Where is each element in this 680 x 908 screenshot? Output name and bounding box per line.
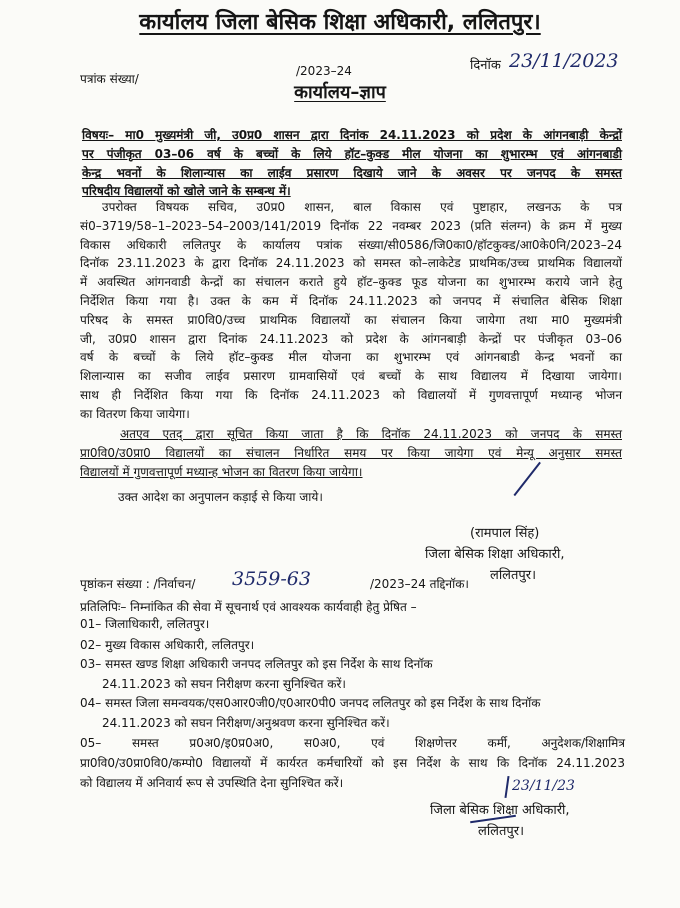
body-line: निर्देशित किया गया है। उक्त के कम में दिनॉक 24.11.2023 को जनपद में संचालित बेसिक शिक्षा xyxy=(80,293,622,308)
body-line: वर्ष के बच्चों के लिये हॉट–कुक्ड मील योजना का शुभारम्भ एवं आंगनबाडी केन्द्र भवनों का xyxy=(80,350,622,365)
copy-item-text: 03– समस्त खण्ड शिक्षा अधिकारी जनपद ललितपुर को इस निर्देश के साथ दिनॉक xyxy=(80,657,433,671)
final-signatory-designation: जिला बेसिक शिक्षा अधिकारी, xyxy=(430,803,570,818)
subject-line: पर पंजीकृत 03–06 वर्ष के बच्चों के लिये हॉट–कुक्ड मील योजना का शुभारम्भ एवं आंगनबाडी xyxy=(82,146,622,161)
body-line: का वितरण किया जायेगा। xyxy=(80,406,190,421)
subject-line: केन्द्र भवनों के शिलान्यास का लाईव प्रसारण दिखाये जाने के अवसर पर जनपद के समस्त xyxy=(82,165,622,180)
handwritten-date: 23/11/2023 xyxy=(509,50,619,72)
endorsement-label: पृष्ठांकन संख्या : /निर्वाचन/ xyxy=(80,577,196,591)
copy-item xyxy=(80,635,625,655)
subject-line: विषयः– मा0 मुख्यमंत्री जी, उ0प्र0 शासन द्वारा दिनांक 24.11.2023 को प्रदेश के आंगनबाड़ी केन्द्रों xyxy=(82,128,622,142)
body-line: विकास अधिकारी ललितपुर के कार्यालय पत्रांक संख्या/सी0586/जि0का0/हॉटकुक्ड/आ0के0नि/2023–24 xyxy=(80,237,622,252)
copy-item xyxy=(80,614,625,634)
order-line: प्रा0वि0/उ0प्रा0 विद्यालयों का संचालन निर्धारित समय पर किया जायेगा एवं मेन्यू अनुसार समस्त xyxy=(80,445,622,460)
signatory-designation: जिला बेसिक शिक्षा अधिकारी, xyxy=(425,547,565,562)
final-signatory-place: ललितपुर। xyxy=(478,824,525,839)
copy-item-text: 02– मुख्य विकास अधिकारी, ललितपुर। xyxy=(80,638,255,652)
body-line: जी, उ0प्र0 शासन द्वारा दिनांक 24.11.2023 को प्रदेश के आंगनबाड़ी केन्द्रों पर पंजीकृत 03–06 xyxy=(80,331,622,346)
handwritten-signature-date: 23/11/23 xyxy=(512,778,575,794)
subject-line: परिषदीय विद्यालयों को खोले जाने के सम्बन्ध में। xyxy=(82,184,291,199)
copy-item-text: को विद्यालय में अनिवार्य रूप से उपस्थिति देना सुनिश्चित करें। xyxy=(80,776,344,790)
final-signatory-block xyxy=(430,800,570,842)
reference-label: पत्रांक संख्या/ xyxy=(80,72,139,86)
endorsement-number: 3559-63 xyxy=(232,568,311,590)
copy-item-text: 04– समस्त जिला समन्वयक/एस0आर0जी0/ए0आर0पी0 जनपद ललितपुर को इस निर्देश के साथ दिनॉक xyxy=(80,696,541,710)
compliance-line: उक्त आदेश का अनुपालन कड़ाई से किया जाये। xyxy=(118,490,323,504)
copy-item-text: 24.11.2023 को सघन निरीक्षण करना सुनिश्चित करें। xyxy=(102,677,346,691)
copy-item xyxy=(80,654,625,694)
reference-year: /2023–24 xyxy=(296,64,352,78)
copy-item-text: 24.11.2023 को सघन निरीक्षण/अनुश्रवण करना सुनिश्चित करें। xyxy=(102,716,390,730)
body-line: परिषद के समस्त प्रा0वि0/उच्च प्राथमिक विद्यालयों का संचालन किया जायेगा तथा मा0 मुख्यमंत्री xyxy=(80,312,622,327)
subject-paragraph xyxy=(82,126,622,201)
copy-item-text: 01– जिलाधिकारी, ललितपुर। xyxy=(80,617,210,631)
body-line: दिनॉक 23.11.2023 के द्वारा दिनॉक 24.11.2023 को समस्त को–लाकेटेड प्राथमिक/उच्च प्राथमिक विद्यालयों xyxy=(80,256,622,271)
date-label: दिनॉक xyxy=(470,58,501,73)
body-line: सं0–3719/58–1–2023–54–2003/141/2019 दिनॉक 22 नवम्बर 2023 (प्रति संलग्न) के क्रम में मुख्य xyxy=(80,218,622,233)
body-line: उपरोक्त विषयक सचिव, उ0प्र0 शासन, बाल विकास एवं पुष्टाहार, लखनऊ के पत्र xyxy=(102,200,622,214)
order-line: विद्यालयों में गुणवत्तापूर्ण मध्यान्ह भोजन का वितरण किया जायेगा। xyxy=(80,464,363,479)
copy-item-text: प्रा0वि0/उ0प्रा0वि0/कम्पो0 विद्यालयों में कार्यरत कर्मचारियों को इस निर्देश के साथ कि दिनॉक 24.11.2023 xyxy=(80,756,625,770)
endorsement-suffix: /2023–24 तद्दिनॉक। xyxy=(370,577,469,591)
order-paragraph xyxy=(80,425,622,481)
memo-heading: कार्यालय–ज्ञाप xyxy=(294,82,386,103)
body-line: शिलान्यास का सजीव लाईव प्रसारण ग्रामवासियों एवं बच्चों के साथ विद्यालय में दिखाया जायेगा। xyxy=(80,369,622,384)
office-title: कार्यालय जिला बेसिक शिक्षा अधिकारी, ललितपुर। xyxy=(139,10,541,35)
order-line: अतएव एतद् द्वारा सूचित किया जाता है कि दिनॉक 24.11.2023 को जनपद के समस्त xyxy=(120,427,622,441)
copy-item xyxy=(80,693,625,733)
body-line: में अवस्थित आंगनवाडी केन्द्रों का संचालन कराते हुये हॉट–कुक्ड फूड योजना का शुभारम्भ कराये जाने हेतु xyxy=(80,275,622,290)
signatory-name: (रामपाल सिंह) xyxy=(470,526,540,541)
copy-item-text: 05– समस्त प्र0अ0/इ0प्र0अ0, स0अ0, एवं शिक्षणेत्तर कर्मी, अनुदेशक/शिक्षामित्र xyxy=(80,736,625,750)
signatory-place: ललितपुर। xyxy=(490,568,537,583)
body-paragraph xyxy=(80,198,622,424)
body-line: साथ ही निर्देशित किया गया कि दिनॉक 24.11.2023 को विद्यालयों में गुणवत्तापूर्ण मध्यान्ह भोजन xyxy=(80,387,622,402)
copy-intro: प्रतिलिपिः– निम्नांकित की सेवा में सूचनार्थ एवं आवश्यक कार्यवाही हेतु प्रेषित – xyxy=(80,600,417,614)
